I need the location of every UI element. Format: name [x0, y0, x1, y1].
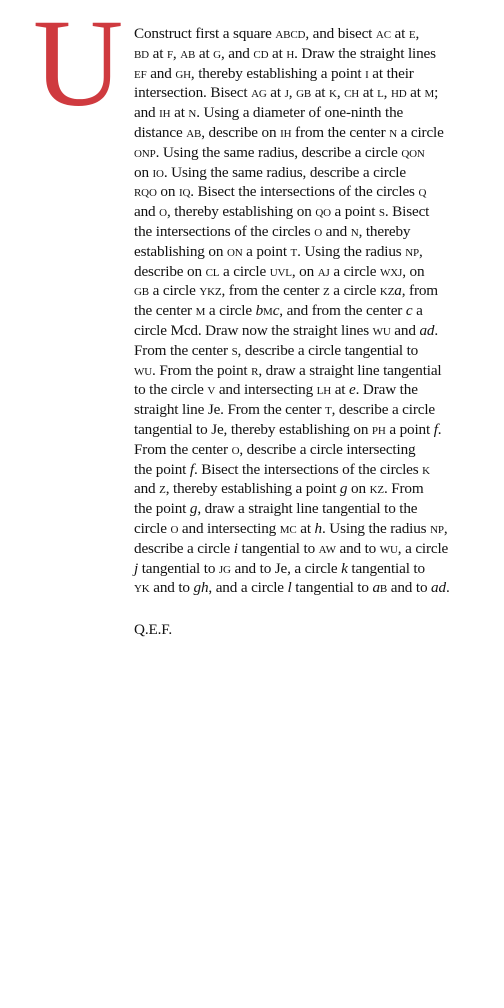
text-line: onp. Using the same radius, describe a circle qon: [134, 143, 425, 161]
text-line: gb a circle ykz, from the center z a circle kza, from: [134, 282, 438, 300]
text-line: describe a circle i tangential to aw and to wu, a circle: [134, 539, 449, 557]
text-line: and o, thereby establishing on qo a point s. Bisect: [134, 203, 430, 221]
text-line: intersection. Bisect ag at j, gb at k, ch at l, hd at m;: [134, 84, 439, 102]
text-line: the point f. Bisect the intersections of the circles k: [134, 460, 430, 478]
text-line: the point g, draw a straight line tangential to the: [134, 500, 418, 518]
text-line: distance ab, describe on ih from the center n a circle: [134, 123, 444, 141]
text-line: to the circle v and intersecting lh at e. Draw the: [134, 381, 418, 399]
text-line: and z, thereby establishing a point g on kz. From: [134, 480, 424, 498]
text-line: From the center o, describe a circle intersecting: [134, 440, 416, 458]
text-line: tangential to Je, thereby establishing on ph a point f.: [134, 420, 442, 438]
text-line: the center m a circle bmc, and from the center c a: [134, 302, 423, 320]
text-line: describe on cl a circle uvl, on aj a circle wxj, on: [134, 262, 425, 280]
text-line: establishing on on a point t. Using the radius np,: [134, 242, 423, 260]
text-line: ef and gh, thereby establishing a point i at their: [134, 64, 414, 82]
text-line: Construct first a square abcd, and bisect ac at e,: [134, 25, 420, 42]
text-line: on io. Using the same radius, describe a circle: [134, 163, 406, 181]
text-line: the intersections of the circles o and n, thereby: [134, 222, 411, 240]
text-line: circle o and intersecting mc at h. Using the radius np,: [134, 519, 448, 537]
text-line: circle Mcd. Draw now the straight lines wu and ad.: [134, 321, 438, 339]
text-line: bd at f, ab at g, and cd at h. Draw the straight lines: [134, 44, 436, 62]
construction-text: [134, 24, 494, 598]
text-line: rqo on iq. Bisect the intersections of the circles q: [134, 183, 427, 201]
text-line: and ih at n. Using a diameter of one-ninth the: [134, 104, 404, 122]
text-line: From the center s, describe a circle tangential to: [134, 341, 419, 359]
text-line: yk and to gh, and a circle l tangential to ab and to ad.: [134, 579, 450, 597]
text-line: j tangential to jg and to Je, a circle k tangential to: [134, 559, 425, 577]
drop-cap: U: [33, 0, 124, 133]
qef-closing: Q.E.F.: [134, 621, 172, 638]
text-line: wu. From the point r, draw a straight line tangential: [134, 361, 442, 379]
text-line: straight line Je. From the center t, describe a circle: [134, 401, 436, 419]
